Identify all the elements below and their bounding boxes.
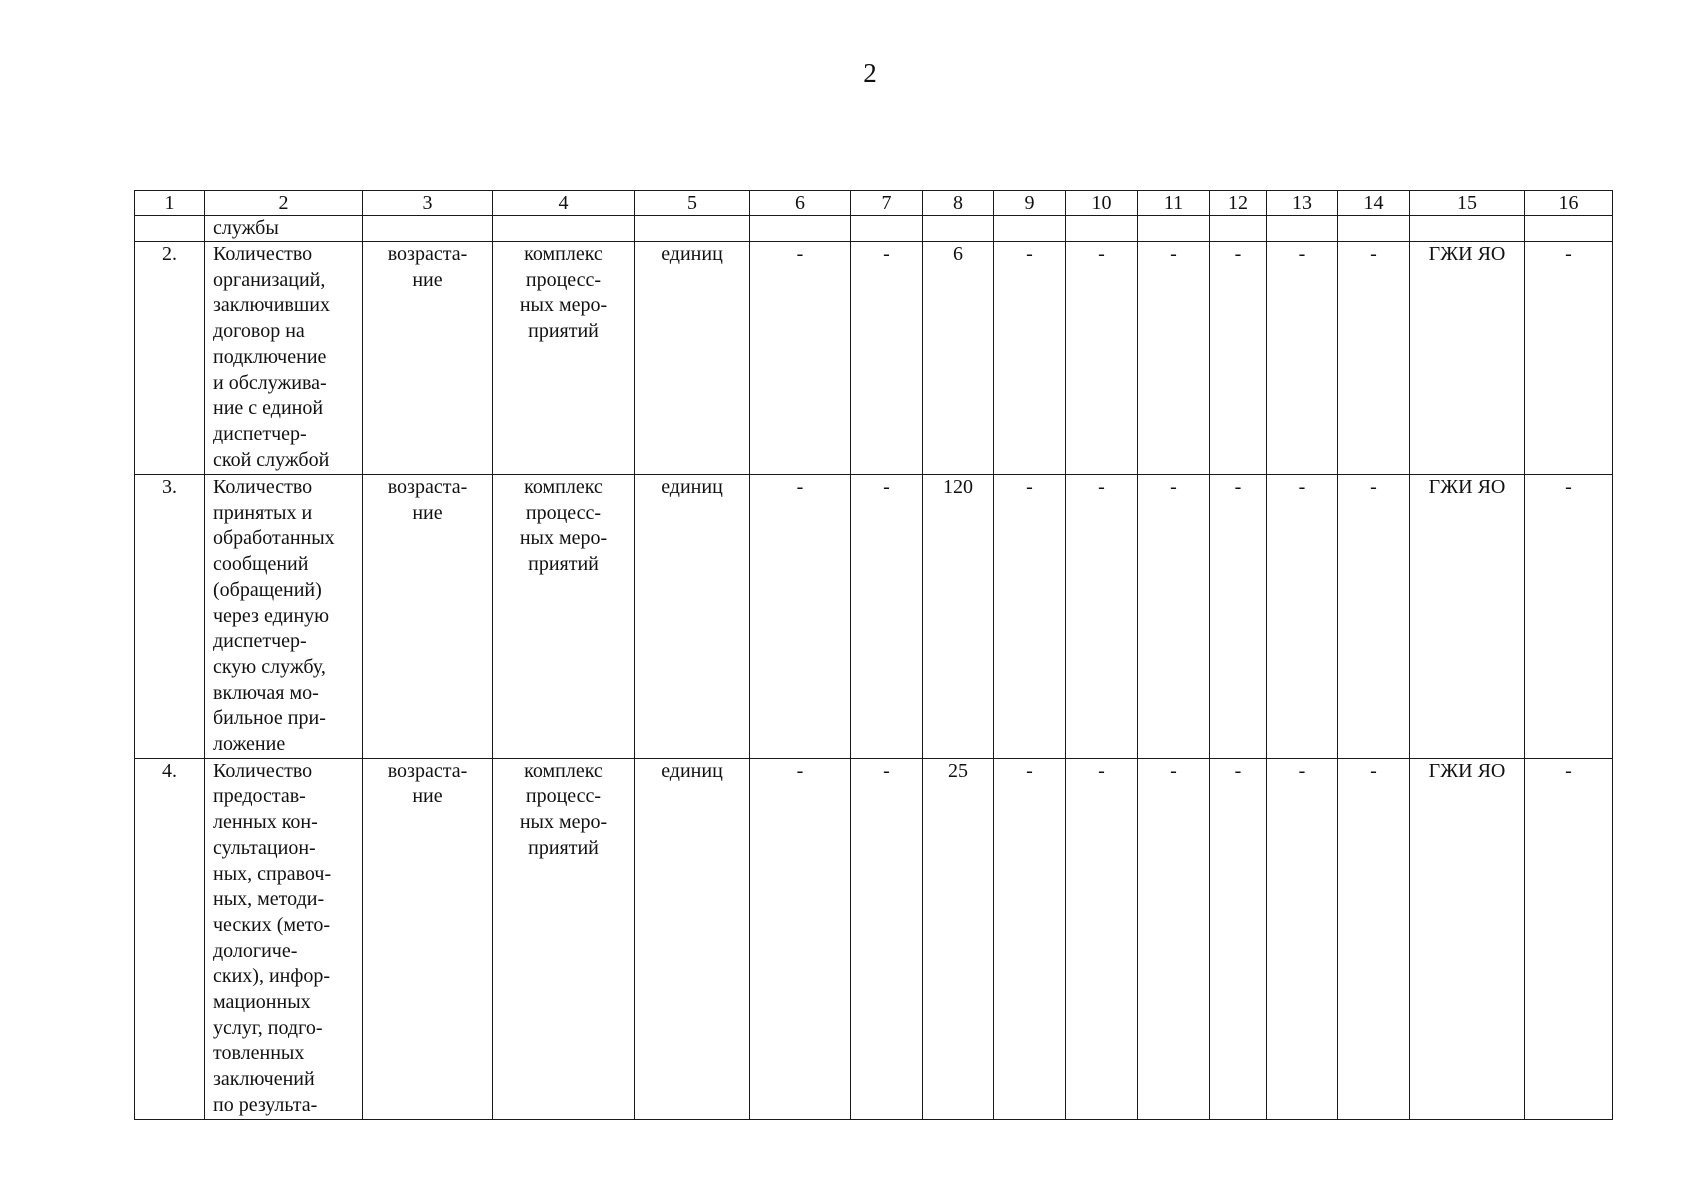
- row-number: 4.: [135, 758, 205, 1119]
- value-cell: -: [994, 475, 1066, 759]
- column-number: 10: [1066, 191, 1138, 216]
- indicator-name-line: ленных кон-: [213, 811, 318, 834]
- indicator-name-line: ных, методи-: [213, 888, 325, 911]
- indicator-type-cell-line: процесс-: [525, 268, 602, 291]
- indicator-type-cell-line: комплекс: [524, 243, 603, 265]
- unit-cell: единиц: [635, 475, 750, 759]
- value-cell: -: [1338, 242, 1410, 475]
- page-number: 2: [863, 58, 877, 88]
- indicator-name-line: услуг, подго-: [213, 1016, 323, 1039]
- responsible-cell: ГЖИ ЯО: [1410, 758, 1525, 1119]
- value-cell: -: [1066, 758, 1138, 1119]
- table-cell: [851, 216, 923, 242]
- trend-cell-line: возраста-: [387, 759, 468, 782]
- indicator-name-line: Количество: [213, 476, 313, 498]
- column-number: 1: [135, 191, 205, 216]
- unit-cell: единиц: [635, 242, 750, 475]
- table-cell: [1525, 216, 1613, 242]
- value-cell: -: [1138, 758, 1210, 1119]
- column-number: 7: [851, 191, 923, 216]
- indicator-type-cell-line: ных меро-: [519, 527, 608, 550]
- value-cell: -: [851, 475, 923, 759]
- indicator-name-line: Количество: [213, 759, 313, 782]
- value-cell: -: [1066, 242, 1138, 475]
- table-cell: [493, 216, 635, 242]
- indicator-name-line: ской службой: [213, 448, 330, 471]
- column-number: 2: [205, 191, 363, 216]
- indicator-name-line: заключений: [213, 1068, 315, 1091]
- table-row: [135, 242, 1613, 475]
- column-number: 6: [750, 191, 851, 216]
- indicator-name-line: мационных: [213, 991, 311, 1014]
- value-cell: -: [1210, 475, 1267, 759]
- row-number: 2.: [135, 242, 205, 475]
- responsible-cell: ГЖИ ЯО: [1410, 475, 1525, 759]
- value-cell: -: [994, 242, 1066, 475]
- table-row: [135, 758, 1613, 1119]
- table-cell: [635, 216, 750, 242]
- value-cell: 25: [923, 758, 994, 1119]
- indicator-type-cell-line: процесс-: [525, 785, 602, 808]
- indicator-name-line: принятых и: [213, 501, 313, 524]
- trend-cell-line: возраста-: [387, 476, 468, 498]
- indicator-name-line: диспетчер-: [213, 630, 307, 653]
- unit-cell: единиц: [635, 758, 750, 1119]
- indicator-type-cell: [493, 758, 635, 1119]
- indicator-name-line: товленных: [213, 1042, 305, 1065]
- value-cell: -: [750, 758, 851, 1119]
- indicator-name-line: договор на: [213, 320, 305, 343]
- indicator-name-line: через единую: [213, 604, 330, 627]
- trend-cell-line: ние: [412, 268, 443, 291]
- value-cell: -: [750, 242, 851, 475]
- table-cell: [1410, 216, 1525, 242]
- indicator-name-line: заключивших: [213, 294, 330, 317]
- value-cell: -: [1267, 242, 1338, 475]
- trend-cell-line: ние: [412, 501, 443, 524]
- indicator-name-line: включая мо-: [213, 681, 319, 704]
- indicator-name-line: сообщений: [213, 553, 309, 576]
- value-cell: -: [851, 758, 923, 1119]
- column-number: 9: [994, 191, 1066, 216]
- indicator-name: [205, 242, 363, 475]
- table-cell: [1267, 216, 1338, 242]
- indicator-name-line: дологиче-: [213, 939, 298, 962]
- indicator-type-cell-line: приятий: [528, 320, 599, 343]
- value-cell: -: [1525, 242, 1613, 475]
- indicator-name-line: скую службу,: [213, 655, 326, 678]
- header-row: [135, 191, 1613, 216]
- trend-cell-line: ние: [412, 785, 443, 808]
- table-cell: [923, 216, 994, 242]
- indicator-name-line: бильное при-: [213, 707, 326, 730]
- trend-cell: [363, 475, 493, 759]
- indicator-name-line: по результа-: [213, 1093, 318, 1116]
- table-cell: [363, 216, 493, 242]
- indicators-table: [134, 190, 1613, 1120]
- column-number: 12: [1210, 191, 1267, 216]
- indicator-name-continuation: службы: [205, 216, 363, 242]
- value-cell: -: [1138, 475, 1210, 759]
- indicator-name-line: организаций,: [213, 268, 326, 291]
- table-cell: [1138, 216, 1210, 242]
- indicator-type-cell-line: приятий: [528, 553, 599, 576]
- indicator-name-line: сультацион-: [213, 836, 316, 859]
- indicator-name-line: обработанных: [213, 527, 335, 550]
- indicator-name-line: диспетчер-: [213, 422, 307, 445]
- indicator-type-cell-line: приятий: [528, 836, 599, 859]
- continuation-row: [135, 216, 1613, 242]
- indicator-name: [205, 758, 363, 1119]
- column-number: 8: [923, 191, 994, 216]
- indicator-type-cell-line: комплекс: [524, 759, 603, 782]
- indicator-type-cell-line: ных меро-: [519, 811, 608, 834]
- indicator-name-line: подключение: [213, 345, 327, 368]
- column-number: 15: [1410, 191, 1525, 216]
- indicator-name-line: Количество: [213, 243, 313, 265]
- trend-cell-line: возраста-: [387, 243, 468, 265]
- trend-cell: [363, 758, 493, 1119]
- table-cell: [1338, 216, 1410, 242]
- column-number: 14: [1338, 191, 1410, 216]
- value-cell: -: [1525, 475, 1613, 759]
- value-cell: -: [1210, 758, 1267, 1119]
- value-cell: -: [1210, 242, 1267, 475]
- value-cell: -: [750, 475, 851, 759]
- column-number: 3: [363, 191, 493, 216]
- indicator-name-line: ных, справоч-: [213, 862, 332, 885]
- table-cell: [1066, 216, 1138, 242]
- table-cell: [994, 216, 1066, 242]
- value-cell: -: [851, 242, 923, 475]
- value-cell: -: [994, 758, 1066, 1119]
- value-cell: -: [1338, 758, 1410, 1119]
- indicator-name-line: (обращений): [213, 578, 322, 601]
- column-number: 4: [493, 191, 635, 216]
- value-cell: 120: [923, 475, 994, 759]
- table-cell: [1210, 216, 1267, 242]
- table-cell: [135, 216, 205, 242]
- indicator-name-line: ние с единой: [213, 397, 324, 420]
- indicator-name-line: и обслужива-: [213, 371, 327, 394]
- indicator-type-cell-line: комплекс: [524, 476, 603, 498]
- value-cell: -: [1338, 475, 1410, 759]
- column-number: 13: [1267, 191, 1338, 216]
- table-cell: [750, 216, 851, 242]
- table-row: [135, 475, 1613, 759]
- indicator-type-cell-line: процесс-: [525, 501, 602, 524]
- indicator-name-line: предостав-: [213, 785, 306, 808]
- indicator-name-line: ложение: [213, 733, 286, 756]
- value-cell: -: [1267, 475, 1338, 759]
- trend-cell: [363, 242, 493, 475]
- value-cell: -: [1066, 475, 1138, 759]
- value-cell: 6: [923, 242, 994, 475]
- value-cell: -: [1138, 242, 1210, 475]
- column-number: 5: [635, 191, 750, 216]
- indicator-name-line: ческих (мето-: [213, 913, 331, 936]
- responsible-cell: ГЖИ ЯО: [1410, 242, 1525, 475]
- row-number: 3.: [135, 475, 205, 759]
- indicator-type-cell: [493, 242, 635, 475]
- indicator-name: [205, 475, 363, 759]
- indicator-name-line: ских), инфор-: [213, 965, 330, 988]
- column-number: 11: [1138, 191, 1210, 216]
- value-cell: -: [1525, 758, 1613, 1119]
- indicator-type-cell-line: ных меро-: [519, 294, 608, 317]
- column-number: 16: [1525, 191, 1613, 216]
- value-cell: -: [1267, 758, 1338, 1119]
- indicator-type-cell: [493, 475, 635, 759]
